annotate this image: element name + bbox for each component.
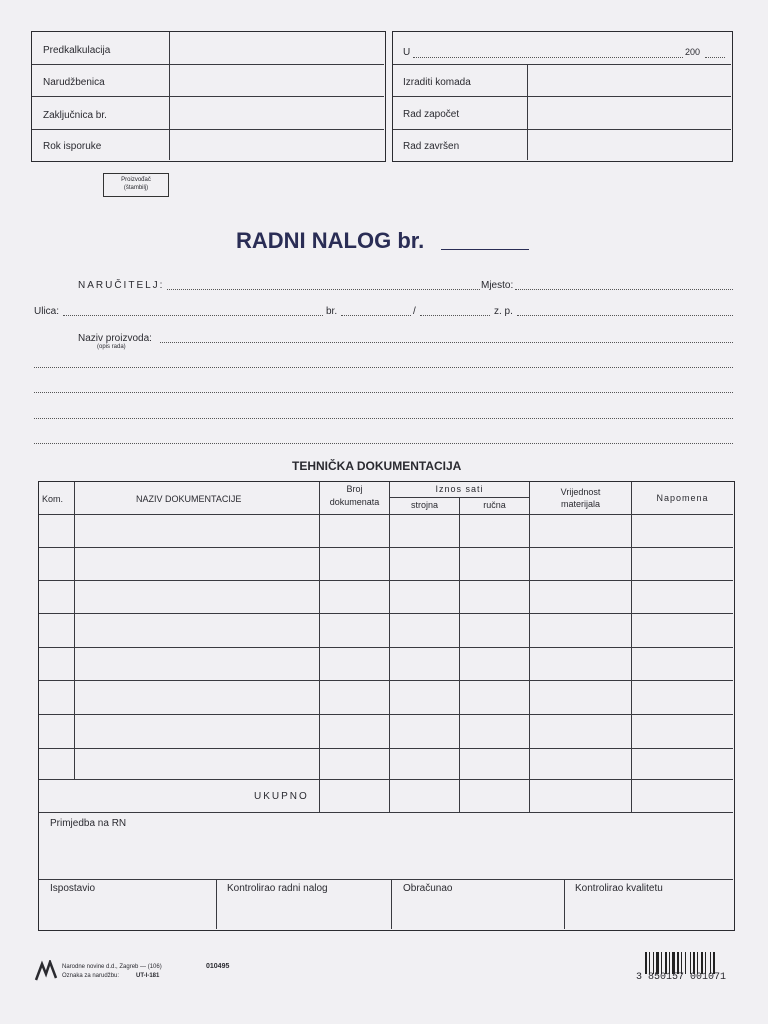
description-line-3[interactable] [34,418,733,419]
stamp-box [103,173,169,197]
br-label: br. [326,306,338,317]
barcode-bar [710,952,711,974]
barcode-bar [669,952,670,974]
col-napomena-header: Napomena [656,493,709,503]
barcode-bar [649,952,650,974]
kontrolirao-kvalitetu-label: Kontrolirao kvalitetu [575,883,663,894]
barcode-bar [693,952,695,974]
rad-zapocet-label: Rad započet [403,109,460,120]
obracunao-label: Obračunao [403,883,453,894]
top-right-box [392,31,733,162]
barcode-bar [677,952,679,974]
zakljucnica-label: Zaključnica br. [43,110,107,121]
kontrolirao-rn-label: Kontrolirao radni nalog [227,883,328,894]
col-broj-header-1: Broj [346,484,363,494]
publisher-code: 010495 [206,963,230,970]
barcode-bar [653,952,654,974]
stamp-line1: Proizvođač [121,177,151,183]
zp-field[interactable] [517,315,733,316]
zp-label: z. p. [494,306,513,317]
rad-zavrsen-label: Rad završen [403,141,460,152]
predkalkulacija-label: Predkalkulacija [43,45,111,56]
barcode-number: 3 850157 001071 [636,972,727,983]
barcode-bar [645,952,647,974]
order-label: Oznaka za narudžbu: [62,973,120,979]
col-vrijednost-header-1: Vrijednost [560,487,601,497]
page-title: RADNI NALOG br. [236,228,425,253]
ulica-field[interactable] [63,315,323,316]
barcode-bar [690,952,691,974]
barcode-icon [644,952,732,974]
year-label: 200 [685,47,701,57]
barcode-bar [681,952,682,974]
narudzbenica-label: Narudžbenica [43,77,105,88]
col-broj-header-2: dokumenata [329,497,380,507]
stamp-line2: (štambilj) [123,185,149,191]
u-label: U [403,47,411,58]
barcode-bar [701,952,703,974]
barcode-bar [705,952,706,974]
ukupno-label: UKUPNO [254,791,309,802]
rok-isporuke-label: Rok isporuke [43,141,102,152]
col-iznos-header: Iznos sati [435,484,484,494]
narucitelj-label: NARUČITELJ: [78,280,165,291]
description-line-4[interactable] [34,443,733,444]
barcode-bar [656,952,659,974]
primjedba-label: Primjedba na RN [50,818,127,829]
naziv-proizvoda-label: Naziv proizvoda: [78,333,152,344]
tech-doc-table [38,481,735,931]
narucitelj-field[interactable] [167,289,480,290]
tech-doc-title: TEHNIČKA DOKUMENTACIJA [292,459,462,473]
title-number-line [441,249,529,250]
naziv-field[interactable] [160,342,733,343]
br-field[interactable] [341,315,411,316]
izraditi-komada-label: Izraditi komada [403,77,471,88]
barcode-bar [661,952,662,974]
description-line-1[interactable] [34,367,733,368]
mjesto-label: Mjesto: [481,280,514,291]
ispostavio-label: Ispostavio [50,883,96,894]
barcode-bar [685,952,686,974]
publisher-text: Narodne novine d.d., Zagreb — (106) [62,964,162,970]
col-vrijednost-header-2: materijala [560,499,600,509]
top-left-box [31,31,386,162]
ulica-label: Ulica: [34,306,60,317]
br-field-2[interactable] [420,315,490,316]
mjesto-field[interactable] [515,289,733,290]
barcode-bar [665,952,667,974]
barcode-bar [713,952,715,974]
publisher-logo-icon [34,960,58,982]
col-naziv-header: NAZIV DOKUMENTACIJE [136,494,242,504]
barcode-bar [672,952,675,974]
opis-rada-label: (opis rada) [97,344,126,350]
col-kom-header: Kom. [42,494,64,504]
col-strojna-header: strojna [410,500,438,510]
slash-label: / [413,306,416,317]
barcode-bar [697,952,698,974]
col-rucna-header: ručna [483,500,506,510]
description-line-2[interactable] [34,392,733,393]
order-code: UT-I-181 [136,973,160,979]
